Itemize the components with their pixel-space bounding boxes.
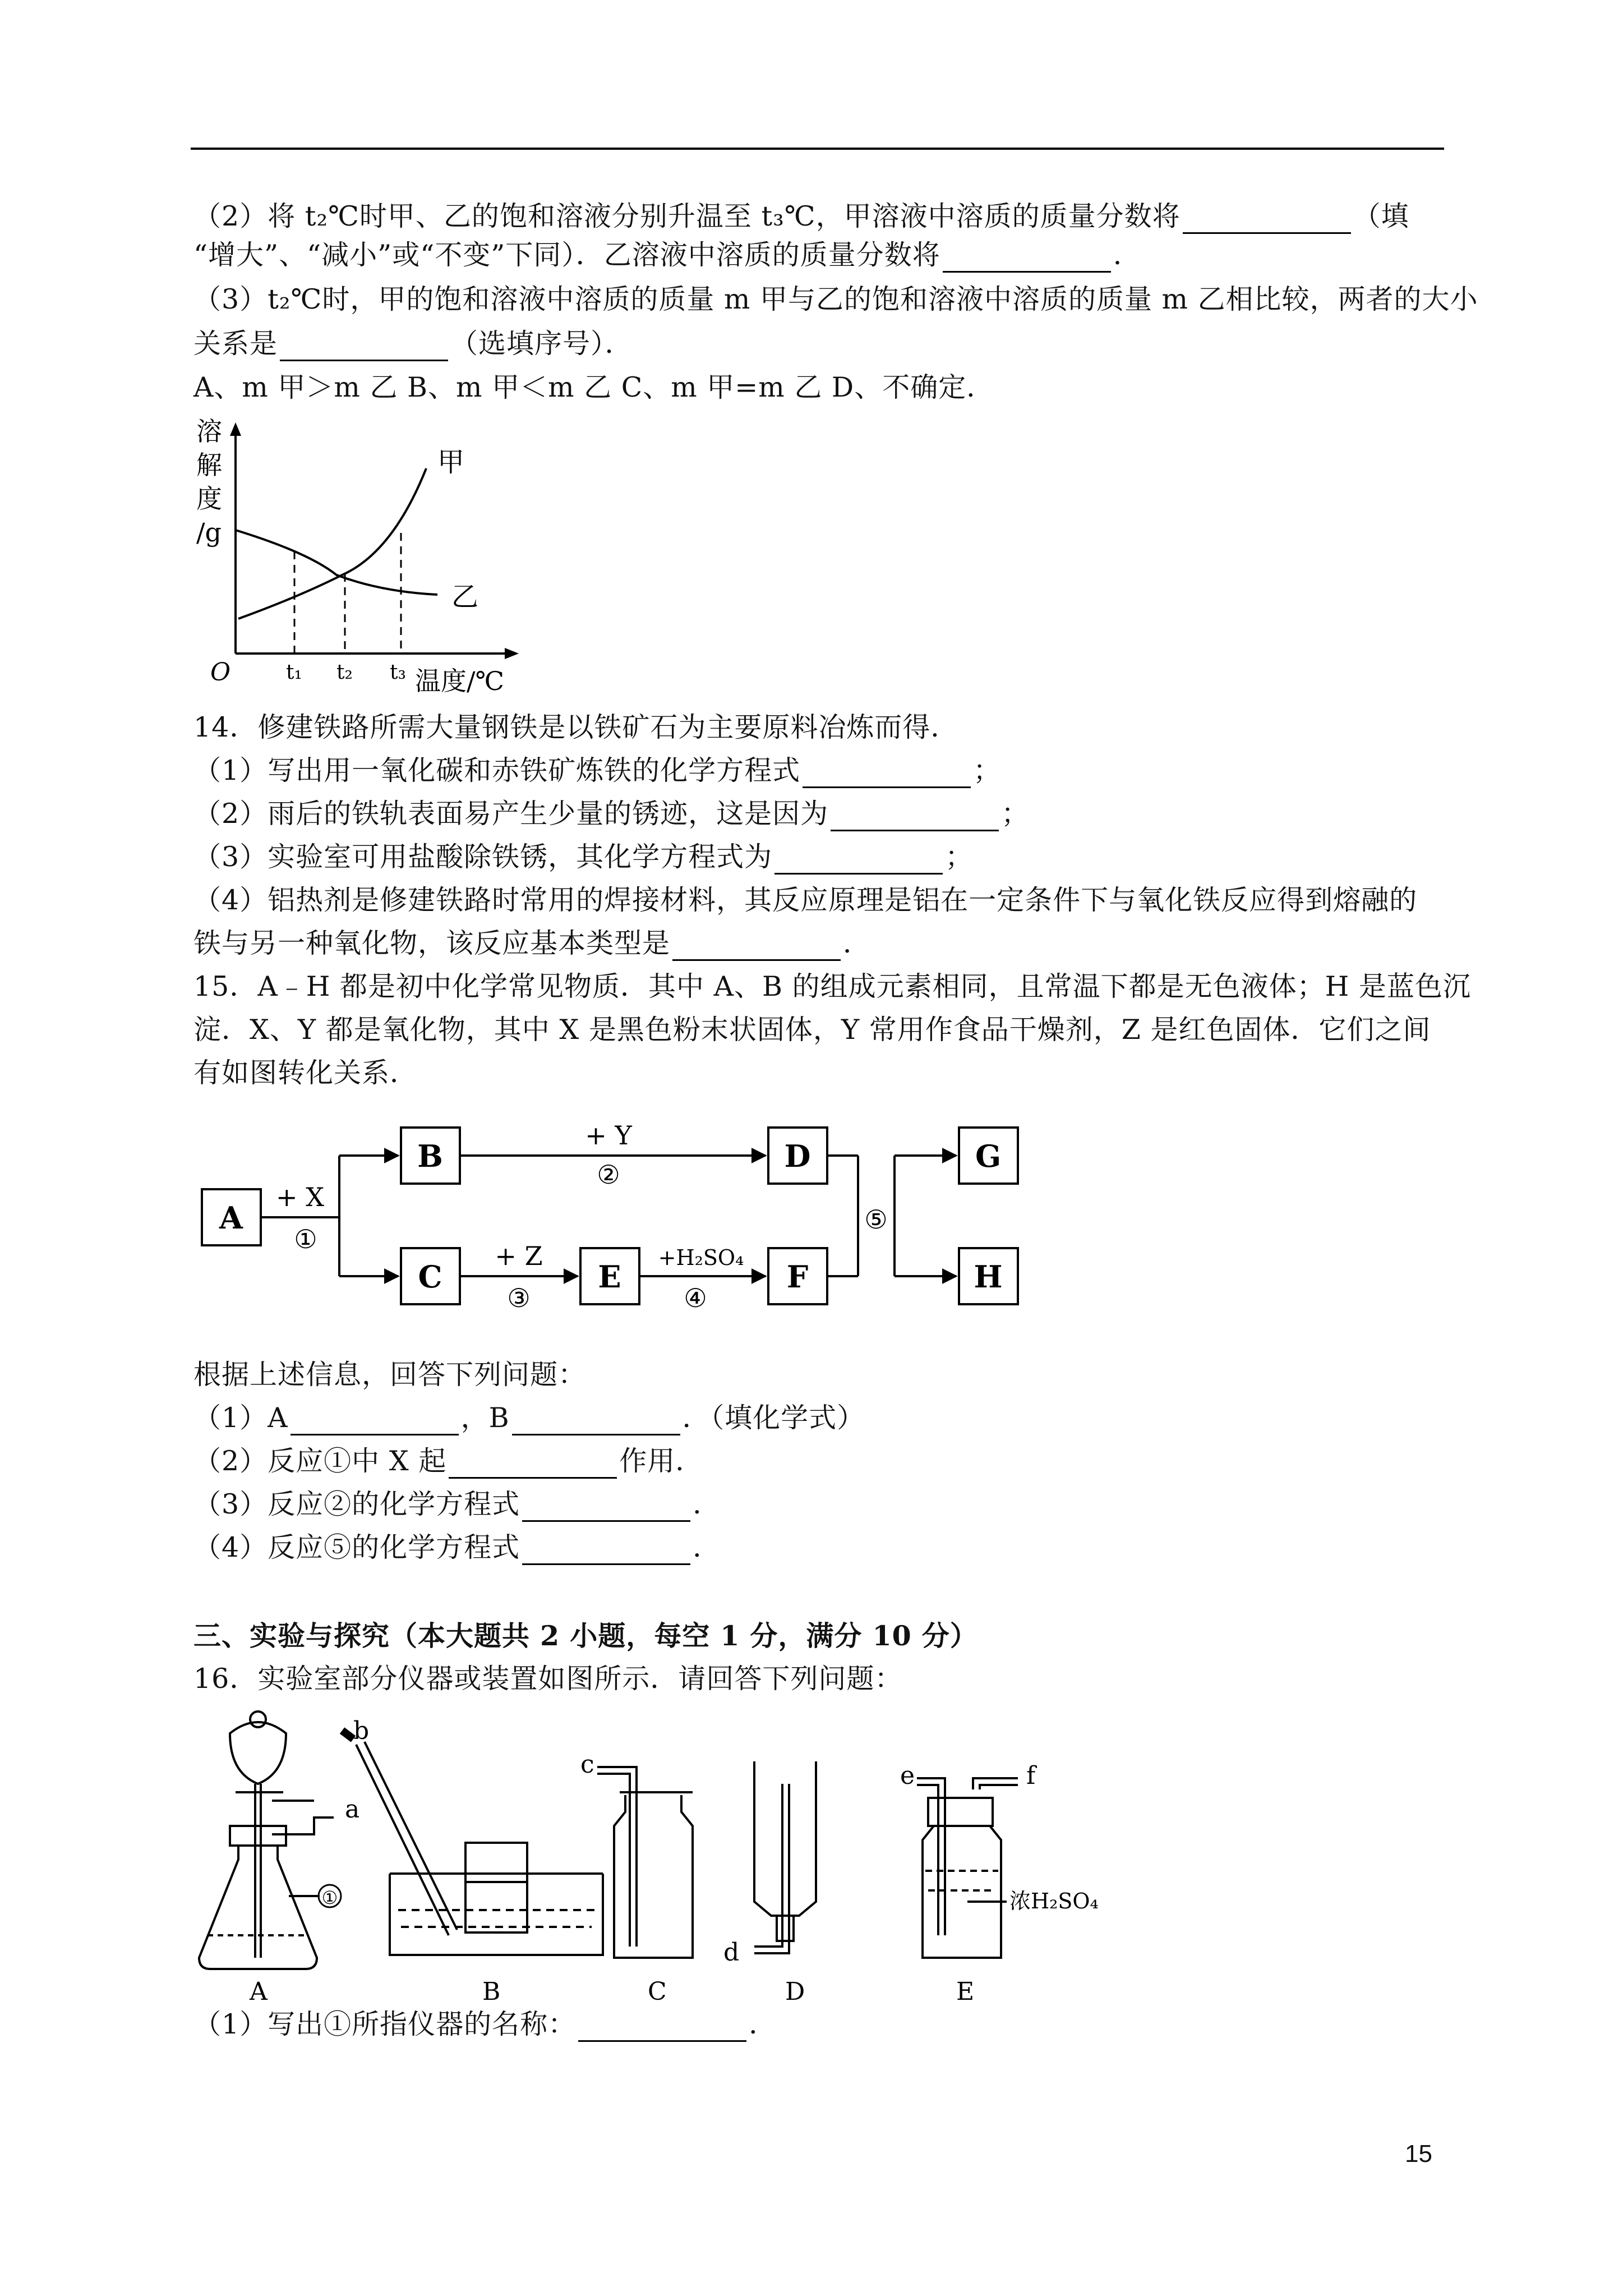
- tick-t2: t₂: [336, 661, 353, 684]
- q13-part3-line2: 关系是 （选填序号）．: [193, 326, 633, 361]
- svg-text:溶: 溶: [196, 416, 222, 447]
- y-axis-arrow: [230, 422, 241, 436]
- answer-blank[interactable]: [943, 243, 1111, 273]
- tick-t1: t₁: [286, 661, 302, 684]
- answer-blank[interactable]: [831, 802, 999, 831]
- answer-blank[interactable]: [280, 332, 448, 361]
- apparatus-a: [199, 1711, 334, 1969]
- port-f-label: f: [1026, 1761, 1036, 1790]
- port-d-label: d: [723, 1938, 740, 1967]
- svg-text:+H₂SO₄: +H₂SO₄: [658, 1245, 744, 1270]
- origin-label: O: [210, 658, 231, 687]
- svg-text:C: C: [418, 1259, 442, 1295]
- q14-part4-line1: （4）铝热剂是修建铁路时常用的焊接材料，其反应原理是铝在一定条件下与氧化铁反应得到熔融的: [193, 884, 1418, 916]
- curve-yi: [236, 530, 437, 595]
- port-e-label: e: [900, 1761, 915, 1790]
- svg-text:度: 度: [196, 484, 222, 514]
- answer-blank[interactable]: [803, 758, 971, 788]
- apparatus-c: [597, 1767, 693, 1958]
- solubility-curve-figure: [196, 412, 561, 704]
- q15-answer4: （4）反应⑤的化学方程式 ．: [193, 1530, 721, 1565]
- answer-blank[interactable]: [291, 1406, 459, 1435]
- answer-blank[interactable]: [774, 845, 943, 875]
- svg-text:G: G: [975, 1138, 1002, 1174]
- page-number: 15: [1405, 2140, 1432, 2168]
- answer-blank[interactable]: [522, 1492, 690, 1522]
- series-label-jia: 甲: [437, 447, 465, 478]
- apparatus-label-b: B: [482, 1977, 501, 2003]
- q15-stem-line3: 有如图转化关系．: [193, 1057, 418, 1089]
- q13-part2-line1: （2）将 t₂℃时甲、乙的饱和溶液分别升温至 t₃℃，甲溶液中溶质的质量分数将 （填: [193, 199, 1409, 234]
- q14-part4-line2: 铁与另一种氧化物，该反应基本类型是 ．: [193, 926, 871, 961]
- x-axis-arrow: [505, 648, 519, 659]
- apparatus-label-e: E: [956, 1977, 975, 2003]
- svg-text:A: A: [219, 1200, 243, 1236]
- answer-blank[interactable]: [1183, 204, 1351, 234]
- q15-answer2: （2）反应①中 X 起 作用．: [193, 1444, 703, 1479]
- conversion-flowchart: [199, 1116, 1040, 1324]
- port-b-label: b: [353, 1717, 370, 1745]
- q14-part2: （2）雨后的铁轨表面易产生少量的锈迹，这是因为 ；: [193, 797, 1029, 831]
- answer-blank[interactable]: [449, 1449, 617, 1479]
- instrument-marker-label: ①: [321, 1887, 338, 1908]
- q15-intro: 根据上述信息，回答下列问题：: [193, 1359, 587, 1391]
- apparatus-label-c: C: [648, 1977, 667, 2003]
- port-a-label: a: [345, 1795, 360, 1824]
- answer-blank[interactable]: [522, 1535, 690, 1565]
- svg-text:F: F: [786, 1259, 809, 1295]
- svg-text:H: H: [974, 1259, 1003, 1295]
- apparatus-b: [342, 1731, 603, 1955]
- reagent-label: 浓H₂SO₄: [1009, 1889, 1099, 1913]
- svg-text:+ Y: + Y: [585, 1120, 632, 1151]
- apparatus-e: [917, 1778, 1018, 1958]
- svg-text:解: 解: [196, 450, 222, 480]
- port-c-label: c: [580, 1750, 594, 1779]
- svg-text:/g: /g: [196, 517, 222, 547]
- y-axis-label: [196, 416, 222, 547]
- svg-text:B: B: [417, 1138, 443, 1174]
- section3-heading: 三、实验与探究（本大题共 2 小题，每空 1 分，满分 10 分）: [193, 1619, 978, 1652]
- header-rule: [191, 148, 1444, 150]
- lab-apparatus-figure: [193, 1700, 1175, 2003]
- series-label-yi: 乙: [451, 581, 479, 613]
- q15-stem-line1: 15．A﹣H 都是初中化学常见物质．其中 A、B 的组成元素相同，且常温下都是无色液体；H 是蓝色沉: [193, 970, 1471, 1002]
- q15-answer1: （1）A ，B ．（填化学式）: [193, 1401, 865, 1435]
- svg-text:E: E: [598, 1259, 621, 1295]
- svg-text:+ X: + X: [276, 1182, 324, 1212]
- svg-text:①: ①: [294, 1224, 317, 1254]
- svg-text:④: ④: [684, 1283, 707, 1313]
- apparatus-label-a: A: [250, 1977, 268, 2003]
- q13-part2-line2: “增大”、“减小”或“不变”下同）．乙溶液中溶质的质量分数将 ．: [193, 238, 1141, 273]
- q13-part3-line1: （3）t₂℃时，甲的饱和溶液中溶质的质量 m 甲与乙的饱和溶液中溶质的质量 m 乙相比较，两者的大小: [193, 283, 1478, 315]
- svg-text:⑤: ⑤: [864, 1204, 888, 1235]
- tick-t3: t₃: [390, 661, 406, 684]
- answer-blank[interactable]: [578, 2012, 746, 2042]
- q13-options: A、m 甲＞m 乙 B、m 甲＜m 乙 C、m 甲=m 乙 D、不确定．: [193, 371, 995, 403]
- q15-answer3: （3）反应②的化学方程式 ．: [193, 1487, 721, 1522]
- q16-stem: 16．实验室部分仪器或装置如图所示．请回答下列问题：: [193, 1663, 903, 1695]
- svg-text:③: ③: [507, 1283, 531, 1313]
- curve-jia: [238, 468, 426, 619]
- q15-stem-line2: 淀．X、Y 都是氧化物，其中 X 是黑色粉末状固体，Y 常用作食品干燥剂，Z 是红色固体．它们之间: [193, 1014, 1431, 1046]
- x-axis-label: 温度/℃: [415, 666, 504, 696]
- svg-text:②: ②: [597, 1159, 620, 1190]
- answer-blank[interactable]: [512, 1406, 680, 1435]
- q14-part3: （3）实验室可用盐酸除铁锈，其化学方程式为 ；: [193, 840, 973, 875]
- q14-stem: 14．修建铁路所需大量钢铁是以铁矿石为主要原料冶炼而得．: [193, 711, 959, 743]
- svg-text:D: D: [784, 1138, 811, 1174]
- apparatus-label-d: D: [785, 1977, 805, 2003]
- apparatus-d: [754, 1761, 816, 1953]
- q16-part1: （1）写出①所指仪器的名称： ．: [193, 2007, 777, 2042]
- answer-blank[interactable]: [672, 931, 841, 961]
- q14-part1: （1）写出用一氧化碳和赤铁矿炼铁的化学方程式 ；: [193, 753, 1001, 788]
- svg-text:+ Z: + Z: [495, 1241, 543, 1271]
